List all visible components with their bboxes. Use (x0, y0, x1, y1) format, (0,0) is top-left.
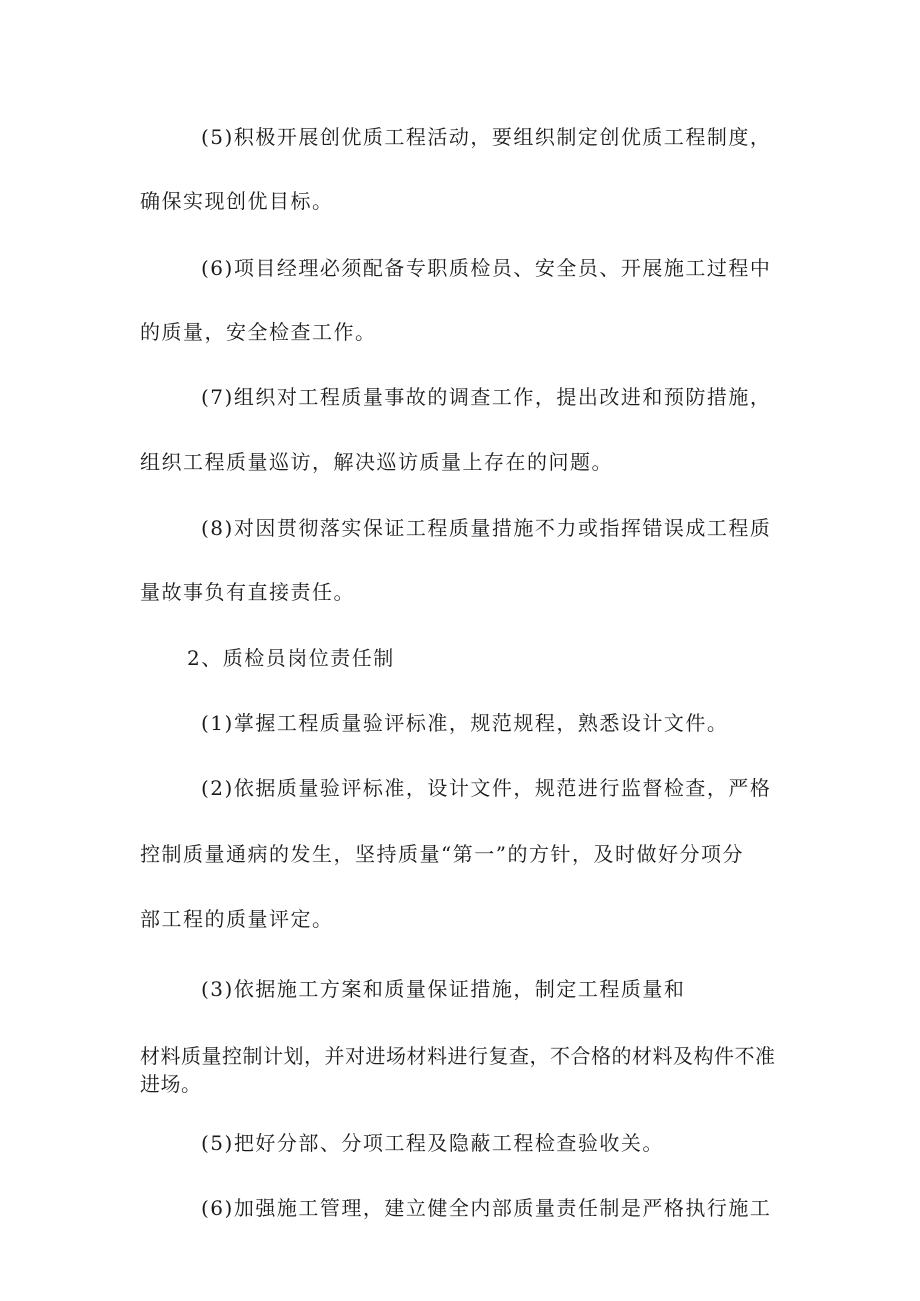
paragraph-line-2: 确保实现创优目标。 (140, 189, 334, 213)
paragraph-line-7: (8)对因贯彻落实保证工程质量措施不力或指挥错误成工程质 (201, 516, 772, 540)
paragraph-line-15: 材料质量控制计划，并对进场材料进行复查，不合格的材料及构件不准进场。 (140, 1044, 776, 1096)
paragraph-line-1: (5)积极开展创优质工程活动，要组织制定创优质工程制度， (201, 125, 772, 149)
paragraph-line-8: 量故事负有直接责任。 (140, 580, 355, 604)
paragraph-line-10: (1)掌握工程质量验评标准，规范规程，熟悉设计文件。 (201, 711, 729, 735)
section-heading: 2、质检员岗位责任制 (187, 646, 395, 670)
paragraph-line-4: 的质量，安全检查工作。 (140, 320, 377, 344)
paragraph-line-12: 控制质量通病的发生，坚持质量“第一”的方针，及时做好分项分 (140, 842, 744, 866)
paragraph-line-17: (6)加强施工管理，建立健全内部质量责任制是严格执行施工 (201, 1196, 772, 1220)
paragraph-line-16: (5)把好分部、分项工程及隐蔽工程检查验收关。 (201, 1131, 664, 1155)
paragraph-line-14: (3)依据施工方案和质量保证措施，制定工程质量和 (201, 977, 686, 1001)
paragraph-line-3: (6)项目经理必须配备专职质检员、安全员、开展施工过程中 (201, 256, 772, 280)
paragraph-line-5: (7)组织对工程质量事故的调查工作，提出改进和预防措施， (201, 385, 772, 409)
paragraph-line-6: 组织工程质量巡访，解决巡访质量上存在的问题。 (140, 450, 613, 474)
paragraph-line-11: (2)依据质量验评标准，设计文件，规范进行监督检查，严格 (201, 776, 772, 800)
paragraph-line-13: 部工程的质量评定。 (140, 907, 334, 931)
